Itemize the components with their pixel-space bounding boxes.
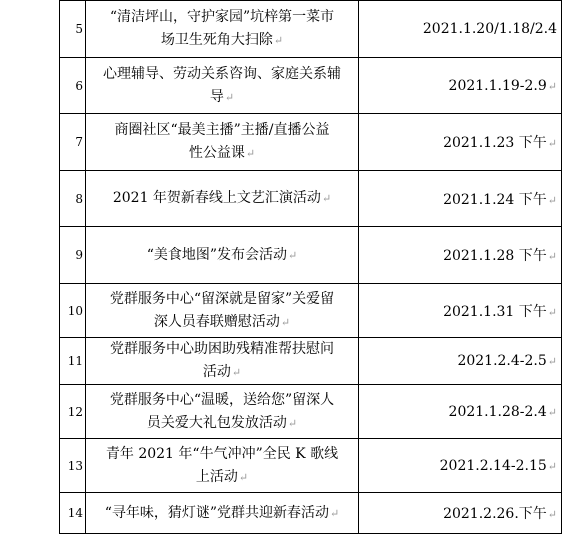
row-number-cell: 8: [60, 171, 86, 227]
activity-title-line: 导↵: [209, 88, 235, 105]
activity-title-cell: [86, 171, 359, 227]
table-row: [60, 227, 562, 284]
activity-title-cell: [86, 385, 359, 439]
paragraph-mark-icon: ↵: [547, 305, 557, 319]
paragraph-mark-icon: ↵: [224, 90, 235, 104]
activity-date-cell: 2021.2.14-2.15↵: [359, 439, 562, 493]
paragraph-mark-icon: ↵: [231, 366, 242, 379]
activity-title-line: 青年 2021 年“牛气冲冲”全民 K 歌线: [105, 445, 339, 462]
row-number-cell: 14: [60, 493, 86, 534]
paragraph-mark-icon: ↵: [547, 79, 557, 93]
activity-title-line: 党群服务中心助困助残精准帮扶慰问: [110, 341, 334, 357]
table-row: [60, 1, 562, 58]
paragraph-mark-icon: ↵: [330, 506, 340, 520]
activity-title-cell: [86, 58, 359, 114]
paragraph-mark-icon: ↵: [547, 250, 557, 263]
paragraph-mark-icon: ↵: [547, 355, 557, 368]
row-number-cell: 10: [60, 284, 86, 338]
activity-title-cell: [86, 284, 359, 338]
table-row: [60, 385, 562, 439]
paragraph-mark-icon: ↵: [287, 416, 298, 430]
paragraph-mark-icon: ↵: [321, 192, 332, 205]
activity-date-cell: 2021.1.20/1.18/2.4: [359, 1, 562, 58]
activity-title-cell: [86, 114, 359, 171]
row-number-cell: 12: [60, 385, 86, 439]
activity-title-line: 场卫生死角大扫除↵: [160, 32, 284, 48]
activity-title-line: 员关爱大礼包发放活动↵: [146, 414, 298, 431]
table-row: [60, 114, 562, 171]
activity-date-cell: 2021.2.4-2.5↵: [359, 338, 562, 385]
row-number-cell: 6: [60, 58, 86, 114]
activity-title-line: 党群服务中心“留深就是留家”关爱留: [109, 290, 335, 307]
activity-date-cell: 2021.1.19-2.9↵: [359, 58, 562, 114]
paragraph-mark-icon: ↵: [547, 137, 557, 150]
activity-title-cell: [86, 1, 359, 58]
activity-date-cell: 2021.1.31 下午↵: [359, 284, 562, 338]
activity-title-line: 心理辅导、劳动关系咨询、家庭关系辅: [103, 65, 341, 82]
activity-title-line: “清洁坪山，守护家园”坑梓第一菜市: [109, 9, 335, 25]
activity-date-cell: 2021.2.26.下午↵: [359, 493, 562, 534]
activity-table: [59, 0, 562, 534]
paragraph-mark-icon: ↵: [547, 193, 557, 207]
row-number-cell: 5: [60, 1, 86, 58]
activity-date-cell: 2021.1.23 下午↵: [359, 114, 562, 171]
table-row: [60, 439, 562, 493]
paragraph-mark-icon: ↵: [238, 470, 249, 484]
table-row: [60, 493, 562, 534]
paragraph-mark-icon: ↵: [547, 508, 557, 521]
paragraph-mark-icon: ↵: [547, 405, 557, 419]
activity-date-cell: 2021.1.28-2.4↵: [359, 385, 562, 439]
paragraph-mark-icon: ↵: [288, 248, 298, 262]
activity-title-cell: [86, 439, 359, 493]
row-number-cell: 9: [60, 227, 86, 284]
activity-title-line: 深人员春联赠慰活动↵: [153, 313, 291, 330]
activity-title-line: 2021 年贺新春线上文艺汇演活动↵: [112, 190, 332, 206]
row-number-cell: 13: [60, 439, 86, 493]
paragraph-mark-icon: ↵: [280, 315, 291, 329]
activity-title-line: 上活动↵: [195, 468, 249, 485]
activity-title-cell: [86, 227, 359, 284]
activity-date-cell: 2021.1.28 下午↵: [359, 227, 562, 284]
activity-date-cell: 2021.1.24 下午↵: [359, 171, 562, 227]
table-row: [60, 338, 562, 385]
paragraph-mark-icon: ↵: [245, 147, 256, 160]
table-row: [60, 58, 562, 114]
row-number-cell: 7: [60, 114, 86, 171]
paragraph-mark-icon: ↵: [273, 34, 284, 47]
activity-title-cell: [86, 338, 359, 385]
activity-title-line: 党群服务中心“温暖，送给您”留深人: [109, 391, 335, 408]
row-number-cell: 11: [60, 338, 86, 385]
paragraph-mark-icon: ↵: [547, 459, 557, 473]
activity-title-cell: [86, 493, 359, 534]
table-row: [60, 284, 562, 338]
activity-title-line: 活动↵: [202, 364, 242, 380]
activity-title-line: 商圈社区“最美主播”主播/直播公益: [114, 122, 330, 138]
activity-title-line: “寻年味，猜灯谜”党群共迎新春活动↵: [104, 504, 340, 521]
activity-title-line: 性公益课↵: [188, 145, 256, 161]
activity-title-line: “美食地图”发布会活动↵: [146, 246, 298, 263]
table-row: [60, 171, 562, 227]
